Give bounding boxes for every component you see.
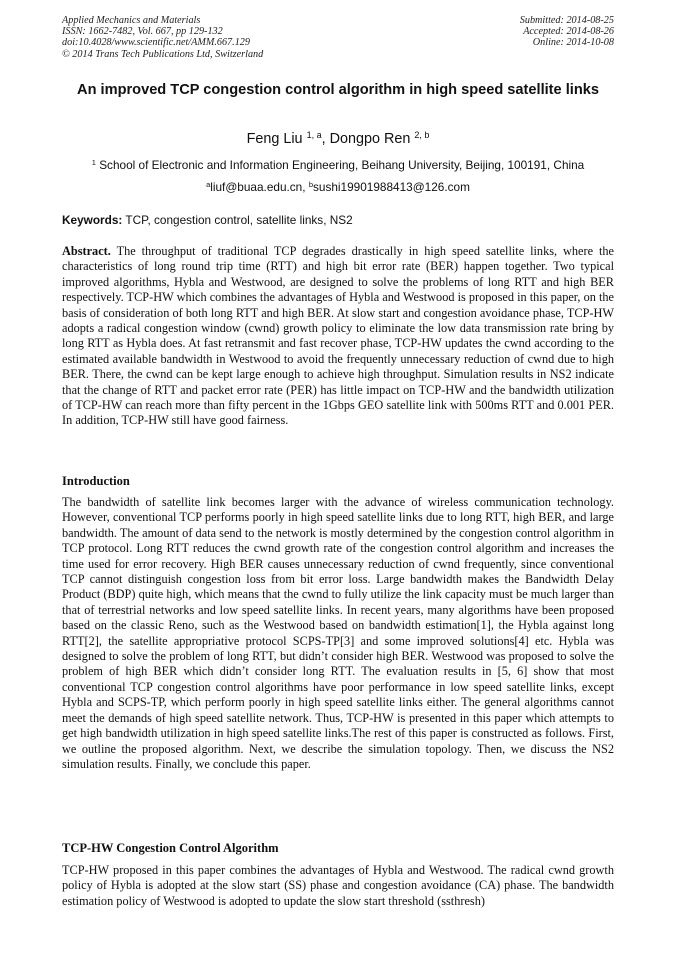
copyright-line: © 2014 Trans Tech Publications Ltd, Switzerland — [62, 48, 264, 60]
introduction-heading: Introduction — [62, 474, 130, 488]
author-emails — [62, 180, 614, 194]
tcphw-heading: TCP-HW Congestion Control Algorithm — [62, 841, 279, 855]
keywords-text: TCP, congestion control, satellite links, NS2 — [125, 213, 353, 227]
tcphw-text: TCP-HW proposed in this paper combines the advantages of Hybla and Westwood. The radical cwnd growth policy of Hybla is adopted at the slow start (SS) phase and congestion avoidance (CA) phase. The bandwidth estimation policy of Westwood is adopted to update the slow start threshold (ssthresh) — [62, 863, 614, 908]
author-1-name: Feng Liu — [246, 131, 303, 147]
issn-line: ISSN: 1662-7482, Vol. 667, pp 129-132 — [62, 26, 223, 38]
journal-name: Applied Mechanics and Materials — [62, 15, 201, 26]
submitted-date: Submitted: 2014-08-25 — [519, 15, 614, 26]
email-a: liuf@buaa.edu.cn, — [210, 180, 306, 194]
author-line — [62, 131, 614, 147]
email-b-superscript: b — [308, 180, 313, 189]
email-a-superscript: a — [206, 180, 211, 189]
keywords — [62, 213, 614, 227]
author-2-superscript: 2, b — [414, 130, 430, 140]
online-date: Online: 2014-10-08 — [532, 37, 614, 49]
doi-line: doi:10.4028/www.scientific.net/AMM.667.129 — [62, 37, 250, 49]
author-1-superscript: 1, a — [306, 130, 322, 140]
abstract-label: Abstract. — [62, 244, 111, 258]
introduction-text: The bandwidth of satellite link becomes larger with the advance of wireless communication technology. However, conventional TCP performs poorly in high speed satellite links due to long RTT, high BER, and large bandwidth. The amount of data send to the network is mostly determined by the congestion control algorithm in TCP protocol. Long RTT reduces the cwnd growth rate of the congestion control algorithm and increases the time used for error recovery. High BER causes unnecessary reduction of cwnd frequently, since conventional TCP cannot distinguish congestion loss from bit error loss. Large bandwidth makes the Bandwidth Delay Product (BDP) quite high, which means that the cwnd to fully utilize the link capacity must be much larger than that of terrestrial networks and low speed satellite links. In recent years, many algorithms have been proposed based on the classic Reno, such as the Westwood based on bandwidth estimation[1], the Hybla against long RTT[2], the satellite appropriative protocol SCPS-TP[3] and some improved solutions[4] etc. Hybla was designed to solve the problem of long RTT, but didn’t consider high BER. Westwood was proposed to solve the problem of high BER which didn’t consider long RTT. The evaluation results in [5, 6] show that most conventional TCP congestion control algorithms have poor performance in low speed satellite links, except Hybla and SCPS-TP, which perform poorly in high speed satellite links either. The general algorithms cannot meet the demands of high speed satellite network. Thus, TCP-HW is presented in this paper which attempts to get high bandwidth utilization in high speed satellite links.The rest of this paper is constructed as follows. First, we outline the proposed algorithm. Next, we describe the simulation topology. Then, we discuss the NS2 simulation results. Finally, we conclude this paper. — [62, 495, 614, 771]
abstract-text: The throughput of traditional TCP degrades drastically in high speed satellite links, where the characteristics of long round trip time (RTT) and high bit error rate (BER) happen together. Two typical improved algorithms, Hybla and Westwood, are designed to solve the problems of long RTT and high BER respectively. TCP-HW which combines the advantages of Hybla and Westwood is proposed in this paper, on the basis of consideration of both long RTT and high BER. At slow start and congestion avoidance phase, TCP-HW adopts a radical congestion window (cwnd) growth policy to eliminate the low data transmission rate bring by long RTT as Hybla does. At fast retransmit and fast recover phase, TCP-HW updates the cwnd according to the estimated available bandwidth in Westwood to avoid the frequently unnecessary reduction of cwnd due to high BER. There, the cwnd can be kept large enough to achieve high throughput. Simulation results in NS2 indicate that the change of RTT and packet error rate (PER) has little impact on TCP-HW and the bandwidth utilization of TCP-HW can reach more than fifty percent in the 1Gbps GEO satellite link with 500ms RTT and 0.001 PER. In addition, TCP-HW still have good fairness. — [62, 244, 615, 428]
affiliation-superscript: 1 — [91, 158, 96, 167]
affiliation-text: School of Electronic and Information Engineering, Beihang University, Beijing, 100191, China — [99, 158, 585, 172]
abstract — [62, 244, 614, 429]
accepted-date: Accepted: 2014-08-26 — [523, 26, 614, 38]
dates-header — [520, 15, 614, 49]
author-separator: , — [321, 131, 326, 147]
journal-header — [62, 15, 263, 60]
email-b: sushi19901988413@126.com — [312, 180, 470, 194]
keywords-label: Keywords: — [62, 213, 123, 227]
author-2-name: Dongpo Ren — [329, 131, 411, 147]
affiliation — [62, 158, 614, 172]
paper-title: An improved TCP congestion control algorithm in high speed satellite links — [77, 82, 599, 98]
